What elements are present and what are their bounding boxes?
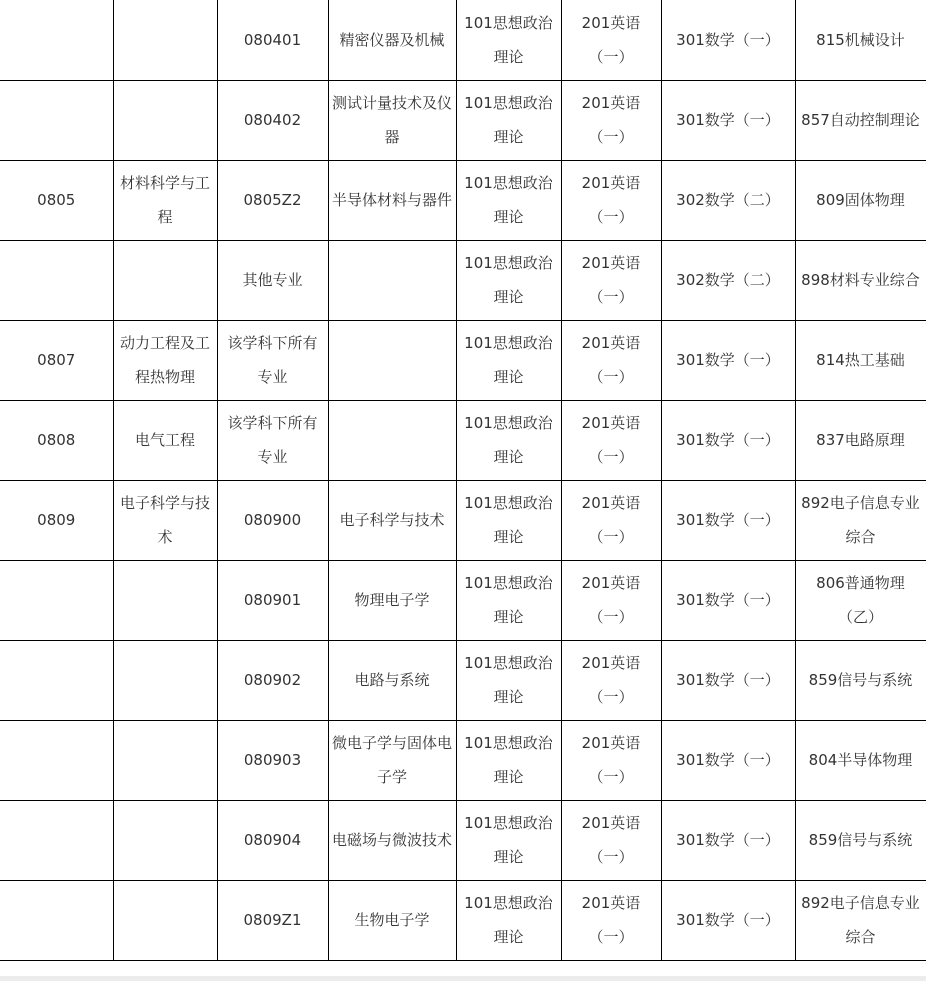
politics-subject-cell: 101思想政治理论 [456, 0, 561, 80]
math-subject-cell: 301数学（一） [661, 880, 795, 960]
major-name-cell: 精密仪器及机械 [328, 0, 456, 80]
discipline-name-cell [113, 0, 217, 80]
discipline-name-cell [113, 80, 217, 160]
major-name-cell: 电磁场与微波技术 [328, 800, 456, 880]
major-name-cell: 生物电子学 [328, 880, 456, 960]
major-code-cell: 该学科下所有专业 [217, 320, 328, 400]
discipline-name-cell [113, 720, 217, 800]
foreign-language-subject-cell: 201英语（一） [561, 0, 661, 80]
table-row [0, 80, 926, 160]
discipline-name-cell: 动力工程及工程热物理 [113, 320, 217, 400]
politics-subject-cell: 101思想政治理论 [456, 800, 561, 880]
major-code-cell: 0809Z1 [217, 880, 328, 960]
table-row [0, 800, 926, 880]
specialty-subject-cell: 857自动控制理论 [795, 80, 926, 160]
major-code-cell: 080402 [217, 80, 328, 160]
table-row [0, 720, 926, 800]
discipline-name-cell [113, 640, 217, 720]
specialty-subject-cell: 892电子信息专业综合 [795, 880, 926, 960]
politics-subject-cell: 101思想政治理论 [456, 400, 561, 480]
foreign-language-subject-cell: 201英语（一） [561, 720, 661, 800]
table-row [0, 640, 926, 720]
discipline-code-cell: 0808 [0, 400, 113, 480]
specialty-subject-cell: 837电路原理 [795, 400, 926, 480]
math-subject-cell: 301数学（一） [661, 320, 795, 400]
discipline-code-cell: 0807 [0, 320, 113, 400]
discipline-name-cell: 材料科学与工程 [113, 160, 217, 240]
discipline-code-cell [0, 640, 113, 720]
table-row [0, 400, 926, 480]
major-code-cell: 其他专业 [217, 240, 328, 320]
major-code-cell: 该学科下所有专业 [217, 400, 328, 480]
politics-subject-cell: 101思想政治理论 [456, 160, 561, 240]
discipline-code-cell [0, 800, 113, 880]
math-subject-cell: 301数学（一） [661, 480, 795, 560]
math-subject-cell: 301数学（一） [661, 560, 795, 640]
math-subject-cell: 301数学（一） [661, 0, 795, 80]
discipline-name-cell [113, 880, 217, 960]
discipline-name-cell [113, 560, 217, 640]
politics-subject-cell: 101思想政治理论 [456, 320, 561, 400]
table-row [0, 480, 926, 560]
math-subject-cell: 301数学（一） [661, 800, 795, 880]
foreign-language-subject-cell: 201英语（一） [561, 880, 661, 960]
specialty-subject-cell: 804半导体物理 [795, 720, 926, 800]
politics-subject-cell: 101思想政治理论 [456, 880, 561, 960]
major-name-cell: 半导体材料与器件 [328, 160, 456, 240]
specialty-subject-cell: 806普通物理（乙） [795, 560, 926, 640]
specialty-subject-cell: 814热工基础 [795, 320, 926, 400]
specialty-subject-cell: 815机械设计 [795, 0, 926, 80]
major-code-cell: 0805Z2 [217, 160, 328, 240]
math-subject-cell: 301数学（一） [661, 80, 795, 160]
discipline-code-cell [0, 880, 113, 960]
major-name-cell: 物理电子学 [328, 560, 456, 640]
foreign-language-subject-cell: 201英语（一） [561, 800, 661, 880]
bottom-scroll-strip [0, 976, 926, 981]
table-row [0, 0, 926, 80]
table-row [0, 160, 926, 240]
major-name-cell: 电子科学与技术 [328, 480, 456, 560]
specialty-subject-cell: 859信号与系统 [795, 640, 926, 720]
discipline-code-cell [0, 240, 113, 320]
foreign-language-subject-cell: 201英语（一） [561, 80, 661, 160]
table-row [0, 880, 926, 960]
politics-subject-cell: 101思想政治理论 [456, 480, 561, 560]
foreign-language-subject-cell: 201英语（一） [561, 480, 661, 560]
foreign-language-subject-cell: 201英语（一） [561, 560, 661, 640]
specialty-subject-cell: 809固体物理 [795, 160, 926, 240]
major-name-cell: 微电子学与固体电子学 [328, 720, 456, 800]
discipline-code-cell [0, 0, 113, 80]
major-code-cell: 080904 [217, 800, 328, 880]
math-subject-cell: 301数学（一） [661, 720, 795, 800]
major-name-cell [328, 400, 456, 480]
table-row [0, 320, 926, 400]
politics-subject-cell: 101思想政治理论 [456, 560, 561, 640]
discipline-name-cell [113, 240, 217, 320]
foreign-language-subject-cell: 201英语（一） [561, 400, 661, 480]
politics-subject-cell: 101思想政治理论 [456, 240, 561, 320]
foreign-language-subject-cell: 201英语（一） [561, 160, 661, 240]
foreign-language-subject-cell: 201英语（一） [561, 640, 661, 720]
major-name-cell [328, 240, 456, 320]
discipline-name-cell: 电气工程 [113, 400, 217, 480]
major-code-cell: 080401 [217, 0, 328, 80]
discipline-code-cell [0, 560, 113, 640]
math-subject-cell: 301数学（一） [661, 640, 795, 720]
major-name-cell [328, 320, 456, 400]
major-code-cell: 080903 [217, 720, 328, 800]
politics-subject-cell: 101思想政治理论 [456, 720, 561, 800]
major-code-cell: 080902 [217, 640, 328, 720]
math-subject-cell: 302数学（二） [661, 240, 795, 320]
discipline-name-cell [113, 800, 217, 880]
specialty-subject-cell: 898材料专业综合 [795, 240, 926, 320]
discipline-code-cell [0, 720, 113, 800]
table-row [0, 240, 926, 320]
table-row [0, 560, 926, 640]
math-subject-cell: 302数学（二） [661, 160, 795, 240]
foreign-language-subject-cell: 201英语（一） [561, 240, 661, 320]
specialty-subject-cell: 859信号与系统 [795, 800, 926, 880]
discipline-code-cell: 0809 [0, 480, 113, 560]
politics-subject-cell: 101思想政治理论 [456, 640, 561, 720]
politics-subject-cell: 101思想政治理论 [456, 80, 561, 160]
major-code-cell: 080900 [217, 480, 328, 560]
major-code-cell: 080901 [217, 560, 328, 640]
discipline-code-cell: 0805 [0, 160, 113, 240]
math-subject-cell: 301数学（一） [661, 400, 795, 480]
major-name-cell: 电路与系统 [328, 640, 456, 720]
discipline-code-cell [0, 80, 113, 160]
major-name-cell: 测试计量技术及仪器 [328, 80, 456, 160]
discipline-name-cell: 电子科学与技术 [113, 480, 217, 560]
foreign-language-subject-cell: 201英语（一） [561, 320, 661, 400]
specialty-subject-cell: 892电子信息专业综合 [795, 480, 926, 560]
